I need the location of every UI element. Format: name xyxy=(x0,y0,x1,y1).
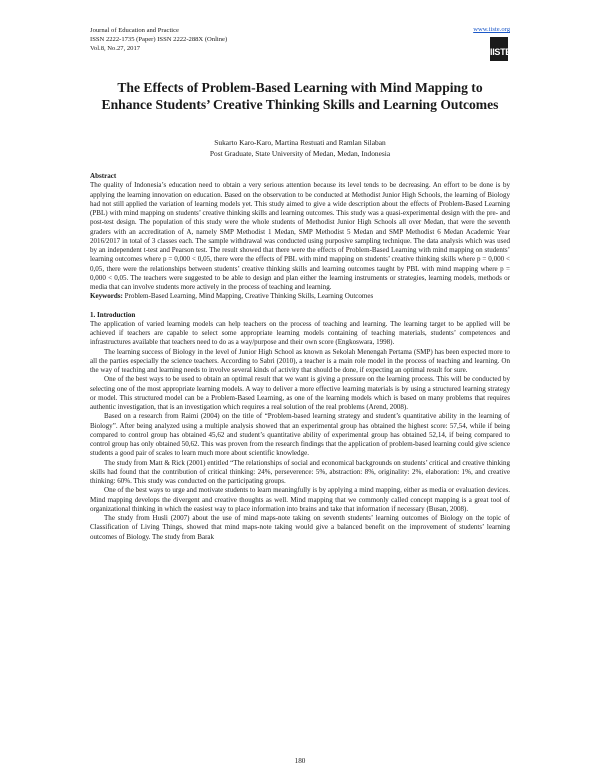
paper-title: The Effects of Problem-Based Learning with Mind Mapping to Enhance Students’ Creative Thinking Skills and Learning Outcomes xyxy=(101,80,499,112)
keywords-text: Problem-Based Learning, Mind Mapping, Creative Thinking Skills, Learning Outcomes xyxy=(124,292,374,301)
paper-body xyxy=(90,172,510,542)
keywords-label: Keywords: xyxy=(90,292,123,301)
logo-text: IISTE xyxy=(490,43,508,61)
journal-name: Journal of Education and Practice xyxy=(90,27,179,34)
intro-paragraph-4: Based on a research from Raimi (2004) on the title of “Problem-based learning strategy and student’s quantitative ability in the learning of Biology”. After being analyzed using a multiple analysis showed that an experimental group has obtained the highest score: 57,54, while if being compared to control group has obtained 45,62 and student’s quantitative ability of experimental group has obtained 52,14, if being compared to control group has only obtained 50,62. This was proven from the research findings that the application of problem-based learning could give science students a good pair of scales to learn much more about scientific knowledge. xyxy=(90,412,510,458)
journal-volume: Vol.8, No.27, 2017 xyxy=(90,45,141,53)
intro-paragraph-2: The learning success of Biology in the level of Junior High School as known as Sekolah Menengah Pertama (SMP) has been expected more to all the parties especially the science teachers. According to Sabri (2010), a teacher is a main role model in the process of teaching and learning. On the way of teaching and learning needs to involve several kinds of activity that should be done, if expecting an optimal result for sure. xyxy=(90,347,510,374)
author-names: Sukarto Karo-Karo, Martina Restuati and Ramlan Silaban xyxy=(214,138,386,147)
journal-header xyxy=(90,26,227,54)
author-affiliation: Post Graduate, State University of Medan, Medan, Indonesia xyxy=(209,148,391,158)
intro-paragraph-5: The study from Matt & Rick (2001) entitled “The relationships of social and economical backgrounds on students’ critical and creative thinking skills had found that the contribution of critical thinking: 24%, perseverence: 5%, abstraction: 8%, originality: 2%, elaboration: 1%, and creative thinking: 60%. This study was conducted on the participating groups. xyxy=(90,458,510,485)
intro-paragraph-3: One of the best ways to be used to obtain an optimal result that we want is giving a pressure on the learning process. This will be conducted by selecting one of the most appropriate learning models. A way to deliver a more effective learning materials is by using a structured learning strategy or model. This structured model can be a Problem-Based Learning, as one of the learning models which is based on many problems that requires authentic investigation, that is an investigation which requires a real solution of the real problems (Arend, 2008). xyxy=(90,375,510,411)
intro-paragraph-6: One of the best ways to urge and motivate students to learn meaningfully is by applying a mind mapping, either as media or evaluation devices. Mind mapping develops the divergent and creative thoughts as well. Mind mapping that we commonly called concept mapping is a great tool of organizational thinking in which the easiest way to place information into brains and take that information if necessary (Busan, 2008). xyxy=(90,486,510,513)
intro-paragraph-7: The study from Husli (2007) about the use of mind maps-note taking on seventh students’ learning outcomes of Biology on the topic of Classification of Living Things, showed that mind maps-note taking would give a balanced benefit on the improvement of students’ learning outcomes of Biology. The study from Barak xyxy=(90,514,510,541)
abstract-text: The quality of Indonesia’s education need to obtain a very serious attention because its level tends to be decreasing. An effort to be done is by applying the learning innovation on education. Based on the observation to be conducted at Methodist Junior High Schools, the learning of Biology had not still applied the variation of learning models yet. This study aimed to give a wide description about the effects of Problem-Based Learning (PBL) with mind mapping on students’ creative thinking skills and learning outcomes. This study was a quasi-experimental design with the pre- and post-test design. The population of this study were the whole students of Methodist Junior High Schools all over Medan, that were the seventh graders with an accreditation of A, namely SMP Methodist 1 Medan, SMP Methodist 5 Medan and SMP Methodist 6 Medan Academic Year 2016/2017 in total of 3 classes each. The sample withdrawal was conducted using purposive sampling technique. The data analysis which was used by an independent t-test and Pearson test. The result showed that there were the effects of Problem-Based Learning with mind mapping on students’ learning outcomes where p = 0,000 < 0,05, there were the effects of PBL with mind mapping on students’ creative thinking skills where p = 0,000 < 0,05, there were the relationships between students’ creative thinking skills and learning outcomes taught by PBL with mind mapping where p = 0,000 < 0,05. The teachers were suggested to be able to design and plan either the learning instruments or strategies, learning models, methods or media that can involve students more actively in the process of teaching and learning. xyxy=(90,181,510,291)
introduction-heading: 1. Introduction xyxy=(90,310,136,319)
keywords-line xyxy=(90,292,510,301)
journal-url-link[interactable]: www.iiste.org xyxy=(473,26,510,33)
journal-issn: ISSN 2222-1735 (Paper) ISSN 2222-288X (Online) xyxy=(90,36,228,44)
iiste-logo xyxy=(490,37,512,61)
page-number: 180 xyxy=(294,757,306,765)
intro-paragraph-1: The application of varied learning models can help teachers on the process of teaching and learning. The learning target to be applied will be achieved if teachers are capable to select some appropriate learning models containing of teaching materials, students’ competences and infrastructures available that teachers need to do as a way/purpose and their own score (Engkoswara, 1998). xyxy=(90,319,510,347)
section-gap xyxy=(90,302,510,311)
abstract-heading: Abstract xyxy=(90,172,117,180)
author-block xyxy=(90,138,510,160)
